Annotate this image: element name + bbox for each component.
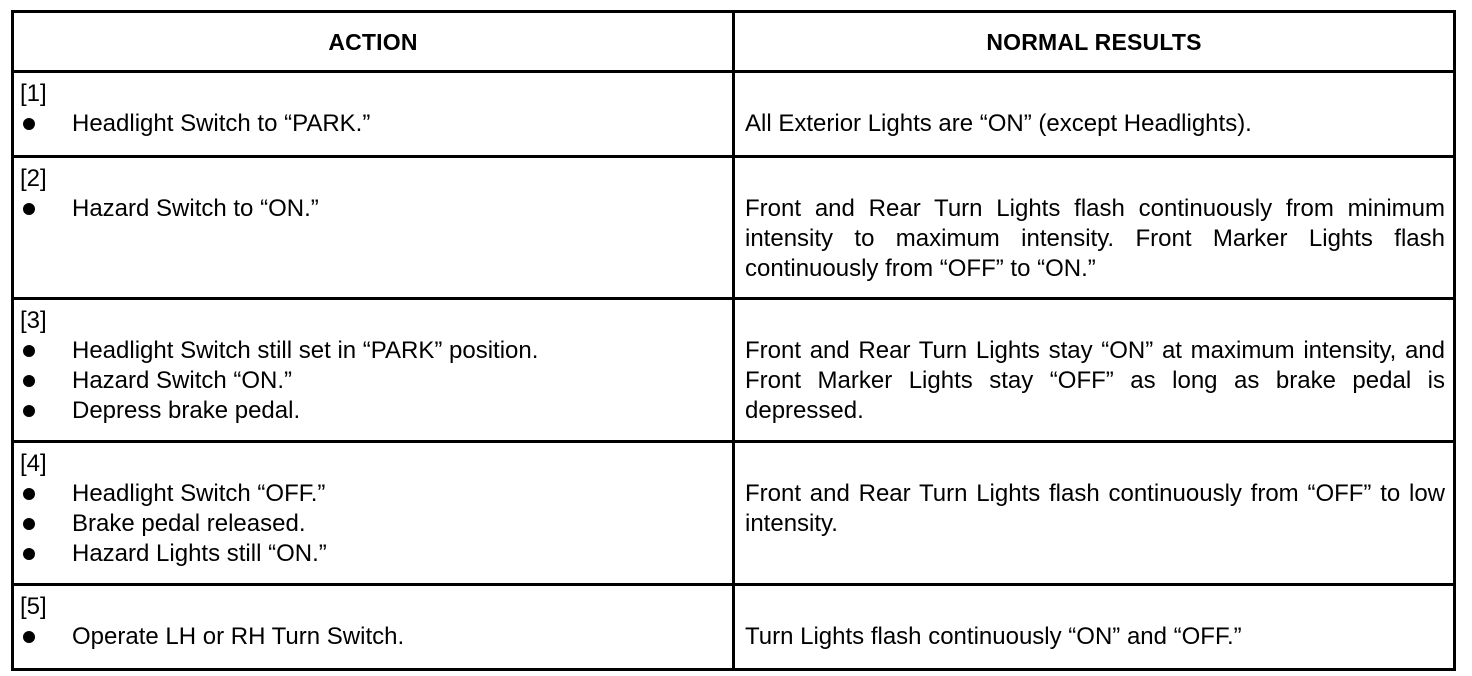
action-item [20,396,724,426]
action-cell [13,585,734,670]
step-number: [2] [20,165,47,192]
result-cell [734,299,1455,442]
result-text: Front and Rear Turn Lights flash continuously from “OFF” to low intensity. [745,480,1445,537]
result-cell [734,442,1455,585]
result-text: All Exterior Lights are “ON” (except Headlights). [745,110,1252,137]
bullet-icon [23,488,35,500]
table-header-row [13,12,1455,72]
action-item [20,366,724,396]
step-number: [4] [20,450,47,477]
action-text: Headlight Switch still set in “PARK” position. [72,337,539,364]
result-text: Front and Rear Turn Lights stay “ON” at maximum intensity, and Front Marker Lights stay “OFF” as long as brake pedal is depressed. [745,337,1445,424]
table-row [13,72,1455,157]
action-list [20,109,724,139]
action-item [20,336,724,366]
bullet-icon [23,548,35,560]
table-row [13,442,1455,585]
action-item [20,194,724,224]
bullet-icon [23,405,35,417]
step-number: [5] [20,593,47,620]
action-item [20,109,724,139]
bullet-icon [23,203,35,215]
table-row [13,299,1455,442]
action-text: Hazard Lights still “ON.” [72,540,327,567]
bullet-icon [23,631,35,643]
action-text: Headlight Switch “OFF.” [72,480,326,507]
action-list [20,479,724,569]
action-item [20,622,724,652]
bullet-icon [23,375,35,387]
action-item [20,509,724,539]
action-text: Brake pedal released. [72,510,306,537]
action-text: Hazard Switch to “ON.” [72,195,319,222]
result-cell [734,157,1455,299]
action-cell [13,299,734,442]
result-cell [734,72,1455,157]
action-list [20,336,724,426]
test-procedure-table [11,10,1456,671]
action-cell [13,72,734,157]
table-row [13,157,1455,299]
action-item [20,539,724,569]
result-cell [734,585,1455,670]
result-text: Front and Rear Turn Lights flash continuously from minimum intensity to maximum intensity. Front Marker Lights flash continuously from “OFF” to “ON.” [745,195,1445,282]
action-cell [13,157,734,299]
step-number: [1] [20,80,47,107]
action-list [20,622,724,652]
action-column-header: ACTION [13,12,734,72]
bullet-icon [23,118,35,130]
step-number: [3] [20,307,47,334]
result-text: Turn Lights flash continuously “ON” and “OFF.” [745,623,1242,650]
action-text: Depress brake pedal. [72,397,301,424]
table-row [13,585,1455,670]
action-text: Operate LH or RH Turn Switch. [72,623,405,650]
action-list [20,194,724,224]
bullet-icon [23,345,35,357]
action-item [20,479,724,509]
action-cell [13,442,734,585]
action-text: Headlight Switch to “PARK.” [72,110,371,137]
bullet-icon [23,518,35,530]
normal-results-column-header: NORMAL RESULTS [734,12,1455,72]
action-text: Hazard Switch “ON.” [72,367,293,394]
